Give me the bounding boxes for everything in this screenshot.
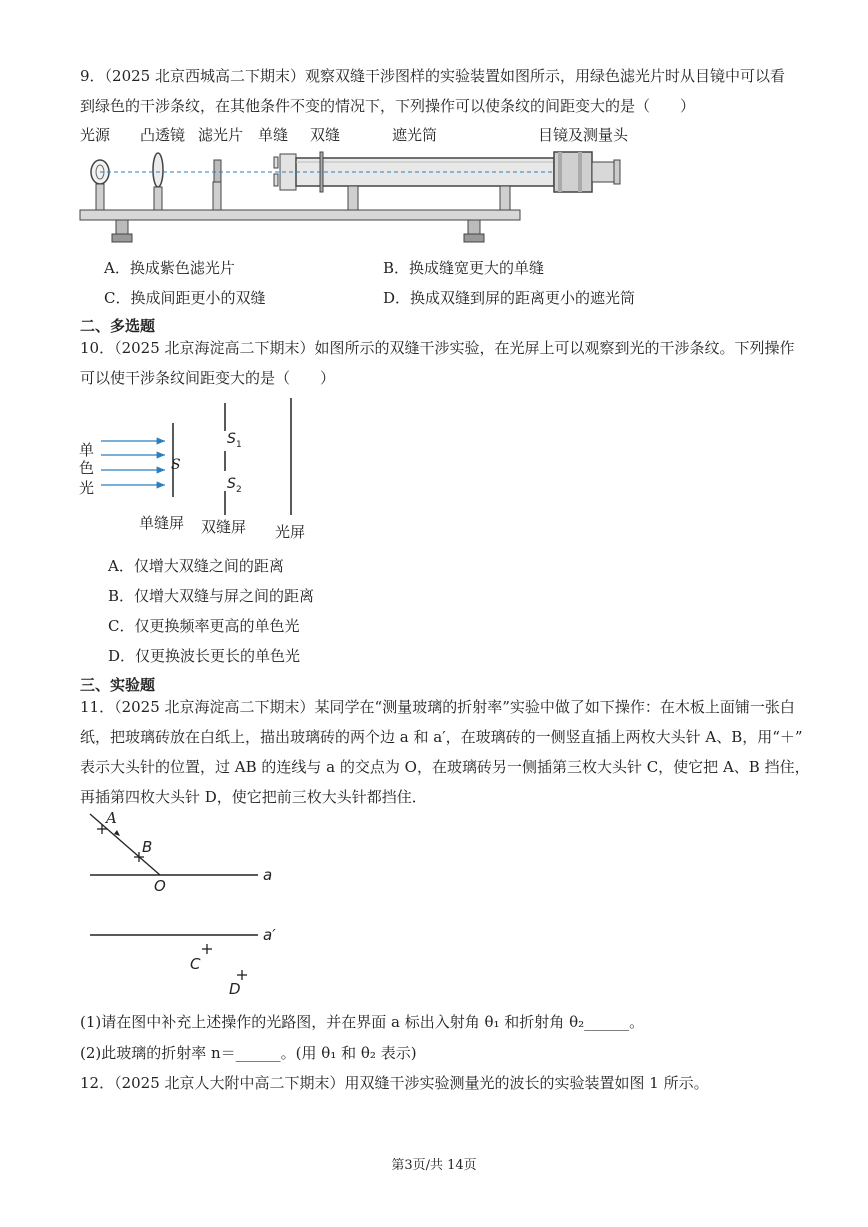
label-observation-screen: 光屏 — [275, 523, 306, 541]
label-single-slit-screen: 单缝屏 — [139, 514, 185, 532]
q9-option-d[interactable]: D．换成双缝到屏的距离更小的遮光筒 — [383, 289, 636, 307]
pin-D-label: D — [229, 980, 241, 998]
q10-option-c[interactable]: C．仅更换频率更高的单色光 — [108, 617, 300, 635]
q11-stem-line3: 表示大头针的位置，过 AB 的连线与 a 的交点为 O，在玻璃砖另一侧插第三枚大头针 C，使它把 A、B 挡住， — [80, 758, 810, 776]
label-mono-char-1: 单 — [79, 441, 95, 459]
label-mono-char-2: 色 — [79, 459, 95, 477]
pin-B-label: B — [142, 838, 153, 856]
q10-option-b[interactable]: B．仅增大双缝与屏之间的距离 — [108, 587, 315, 605]
q9-stem-line1: 9．（2025 北京西城高二下期末）观察双缝干涉图样的实验装置如图所示，用绿色滤光片时从目镜中可以看 — [80, 67, 785, 85]
q10-stem-line2: 可以使干涉条纹间距变大的是（ ） — [80, 369, 336, 387]
single-slit — [274, 157, 278, 168]
q11-stem-line1: 11．（2025 北京海淀高二下期末）某同学在“测量玻璃的折射率”实验中做了如下操作：在木板上面铺一张白 — [80, 698, 795, 716]
section-title-experiment: 三、实验题 — [80, 676, 156, 694]
pin-A-label: A — [106, 809, 117, 827]
label-light-shield-tube: 遮光筒 — [392, 126, 438, 144]
q10-stem-line1: 10．（2025 北京海淀高二下期末）如图所示的双缝干涉实验，在光屏上可以观察到光的干涉条纹。下列操作 — [80, 339, 795, 357]
label-S1: S — [227, 431, 236, 447]
q9-option-a[interactable]: A．换成紫色滤光片 — [104, 259, 235, 277]
label-mono-char-3: 光 — [79, 479, 95, 497]
q9-option-c[interactable]: C．换成间距更小的双缝 — [104, 289, 266, 307]
filter — [214, 160, 221, 182]
label-S: S — [171, 457, 181, 473]
point-O-label: O — [154, 877, 166, 895]
label-S2: S — [227, 476, 236, 492]
q11-glass-figure — [80, 808, 300, 1003]
edge-a-label: a — [263, 866, 273, 884]
label-eyepiece: 目镜及测量头 — [538, 126, 629, 144]
q10-double-slit-figure — [75, 395, 335, 545]
optical-bench — [80, 210, 520, 220]
pin-C-label: C — [190, 955, 201, 973]
q11-subquestion-1[interactable]: (1)请在图中补充上述操作的光路图，并在界面 a 标出入射角 θ₁ 和折射角 θ₂______。 — [80, 1013, 645, 1031]
label-convex-lens: 凸透镜 — [140, 126, 186, 144]
q11-subquestion-2[interactable]: (2)此玻璃的折射率 n＝______。(用 θ₁ 和 θ₂ 表示) — [80, 1044, 417, 1062]
convex-lens — [153, 153, 163, 187]
q9-option-b[interactable]: B．换成缝宽更大的单缝 — [383, 259, 545, 277]
q12-stem-line1: 12．（2025 北京人大附中高二下期末）用双缝干涉实验测量光的波长的实验装置如图 1 所示。 — [80, 1074, 709, 1092]
label-double-slit: 双缝 — [310, 126, 341, 144]
label-single-slit: 单缝 — [258, 126, 289, 144]
label-light-source: 光源 — [80, 126, 111, 144]
edge-a-prime-label: a′ — [263, 926, 276, 944]
bench-foot-left-base — [112, 234, 132, 242]
label-S2-sub: 2 — [236, 485, 242, 495]
q10-option-d[interactable]: D．仅更换波长更长的单色光 — [108, 647, 301, 665]
bench-foot-right-base — [464, 234, 484, 242]
section-title-multiple-choice: 二、多选题 — [80, 317, 156, 335]
page-footer: 第3页/共 14页 — [391, 1158, 477, 1173]
bench-foot-right — [468, 220, 480, 234]
q10-option-a[interactable]: A．仅增大双缝之间的距离 — [108, 557, 284, 575]
label-S1-sub: 1 — [236, 440, 242, 450]
q11-stem-line2: 纸，把玻璃砖放在白纸上，描出玻璃砖的两个边 a 和 a′，在玻璃砖的一侧竖直插上两枚大头针 A、B，用“＋” — [80, 728, 803, 746]
eyepiece — [592, 162, 614, 182]
bench-foot-left — [116, 220, 128, 234]
label-double-slit-screen: 双缝屏 — [201, 518, 247, 536]
q9-apparatus-figure — [70, 122, 670, 247]
label-filter: 滤光片 — [198, 126, 244, 144]
q11-stem-line4: 再插第四枚大头针 D，使它把前三枚大头针都挡住． — [80, 788, 427, 806]
q9-stem-line2: 到绿色的干涉条纹，在其他条件不变的情况下，下列操作可以使条纹的间距变大的是（ ） — [80, 97, 696, 115]
